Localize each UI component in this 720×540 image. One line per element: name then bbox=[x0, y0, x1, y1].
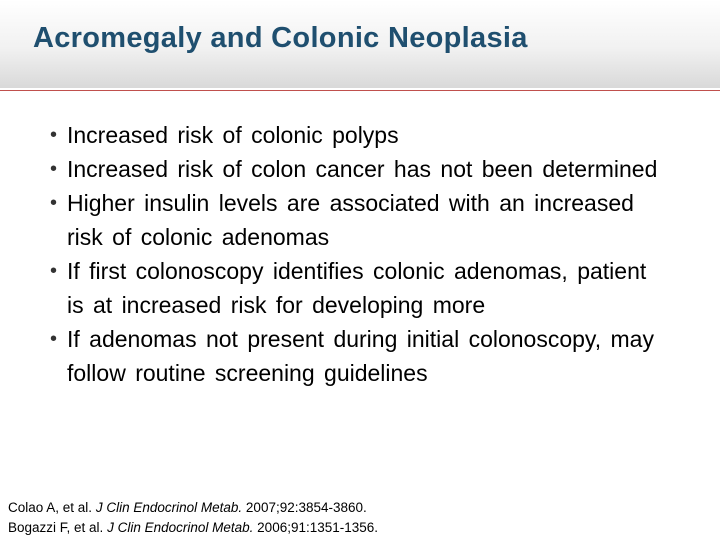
bullet-item bbox=[50, 254, 670, 322]
bullet-item bbox=[50, 186, 670, 254]
bullet-item bbox=[50, 152, 670, 186]
references bbox=[8, 498, 378, 538]
reference-authors: Bogazzi F, et al. bbox=[8, 520, 104, 535]
reference-line bbox=[8, 498, 378, 518]
reference-citation: 2006;91:1351-1356. bbox=[257, 520, 379, 535]
reference-citation: 2007;92:3854-3860. bbox=[245, 500, 367, 515]
bullet-dot-icon: • bbox=[50, 328, 58, 350]
slide-title: Acromegaly and Colonic Neoplasia bbox=[33, 22, 528, 54]
reference-journal: J Clin Endocrinol Metab. bbox=[95, 500, 243, 515]
bullet-item bbox=[50, 322, 670, 390]
bullet-text: If first colonoscopy identifies colonic adenomas, patient is at increased risk for developing more bbox=[67, 258, 647, 318]
bullet-dot-icon: • bbox=[50, 192, 58, 214]
header-divider bbox=[0, 90, 720, 91]
bullet-dot-icon: • bbox=[50, 260, 58, 282]
reference-authors: Colao A, et al. bbox=[8, 500, 93, 515]
reference-journal: J Clin Endocrinol Metab. bbox=[107, 520, 254, 535]
bullet-list bbox=[50, 118, 670, 390]
bullet-dot-icon: • bbox=[50, 158, 58, 180]
bullet-text: If adenomas not present during initial colonoscopy, may follow routine screening guidelines bbox=[67, 326, 654, 386]
reference-line bbox=[8, 518, 378, 538]
slide-header bbox=[0, 0, 720, 88]
bullet-item bbox=[50, 118, 670, 152]
bullet-text: Higher insulin levels are associated with an increased risk of colonic adenomas bbox=[67, 190, 634, 250]
bullet-text: Increased risk of colonic polyps bbox=[67, 122, 399, 148]
bullet-dot-icon: • bbox=[50, 124, 58, 146]
bullet-text: Increased risk of colon cancer has not been determined bbox=[67, 156, 658, 182]
